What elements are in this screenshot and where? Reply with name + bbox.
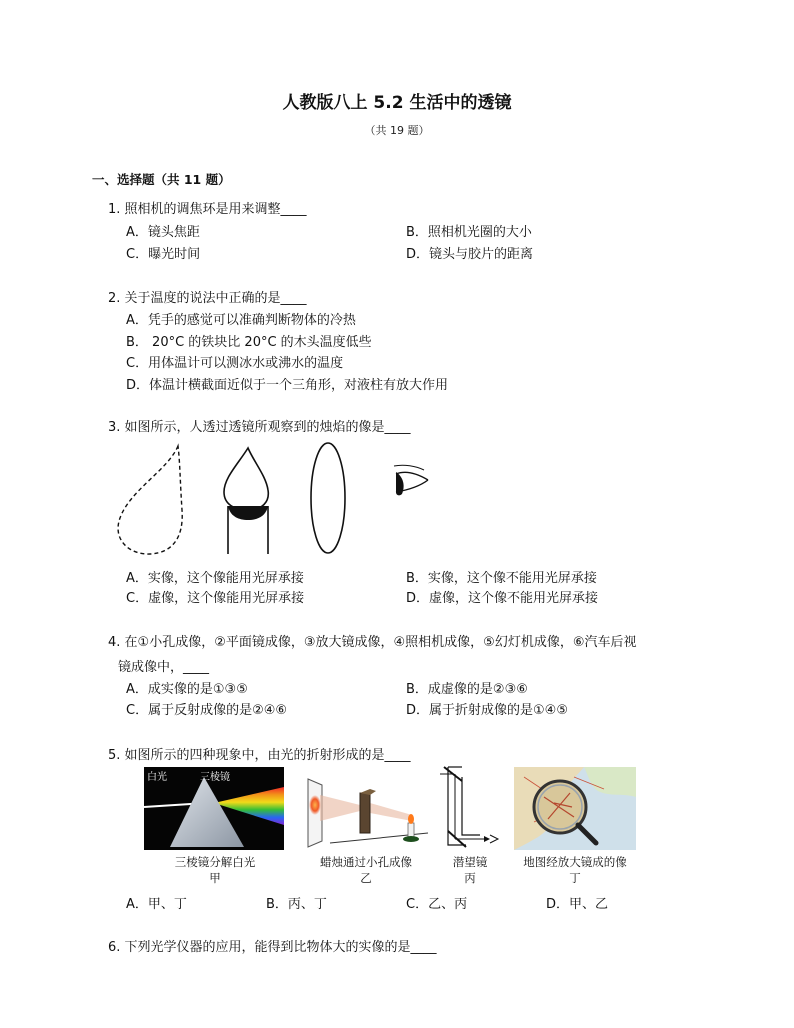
option-d: D．甲、乙 [546, 897, 609, 912]
option-c: C．属于反射成像的是②④⑥ [126, 703, 288, 718]
candle-flame [224, 448, 268, 510]
pinhole-image [300, 775, 432, 847]
question-number: 2. [108, 291, 121, 306]
candle-lens-eye-figure [110, 440, 440, 560]
question-count: （共 19 题） [364, 124, 430, 137]
question-number: 4. [108, 635, 121, 650]
label-bing: 丙 [464, 871, 476, 885]
label-yi: 乙 [360, 871, 372, 885]
option-c: C．用体温计可以测冰水或沸水的温度 [126, 356, 344, 371]
question-1 [108, 198, 307, 217]
question-6 [108, 936, 437, 955]
question-stem: 下列光学仪器的应用，能得到比物体大的实像的是____ [124, 940, 437, 955]
option-c: C．乙、丙 [406, 897, 468, 912]
option-a: A．凭手的感觉可以准确判断物体的冷热 [126, 313, 356, 328]
option-d: D．虚像，这个像不能用光屏承接 [406, 591, 599, 606]
periscope-image [440, 765, 502, 850]
question-2 [108, 287, 307, 306]
option-a: A．成实像的是①③⑤ [126, 682, 248, 697]
option-b: B．实像，这个像不能用光屏承接 [406, 571, 597, 586]
question-number: 1. [108, 202, 121, 217]
section-heading: 一、选择题（共 11 题） [92, 172, 231, 187]
option-b: B．照相机光圈的大小 [406, 225, 532, 240]
question-number: 6. [108, 940, 121, 955]
question-3 [108, 416, 411, 435]
option-d: D．体温计横截面近似于一个三角形，对液柱有放大作用 [126, 378, 449, 393]
question-stem: 在①小孔成像，②平面镜成像，③放大镜成像，④照相机成像，⑤幻灯机成像，⑥汽车后视 [124, 635, 637, 650]
question-stem: 如图所示，人透过透镜所观察到的烛焰的像是____ [124, 420, 411, 435]
question-stem-continued: 镜成像中，____ [118, 660, 210, 675]
question-stem: 关于温度的说法中正确的是____ [124, 291, 307, 306]
option-b: B． 20°C 的铁块比 20°C 的木头温度低些 [126, 335, 372, 350]
question-stem: 如图所示的四种现象中，由光的折射形成的是____ [124, 748, 411, 763]
option-b: B．丙、丁 [266, 897, 327, 912]
option-c: C．虚像，这个像能用光屏承接 [126, 591, 305, 606]
option-d: D．属于折射成像的是①④⑤ [406, 703, 568, 718]
question-stem: 照相机的调焦环是用来调整____ [124, 202, 307, 217]
question-number: 3. [108, 420, 121, 435]
option-d: D．镜头与胶片的距离 [406, 247, 534, 262]
label-jia: 甲 [209, 871, 221, 885]
question-5 [108, 744, 411, 763]
question-4 [108, 631, 636, 650]
caption-b: 蜡烛通过小孔成像 [320, 855, 412, 869]
label-ding: 丁 [569, 871, 581, 885]
option-c: C．曝光时间 [126, 247, 201, 262]
caption-c: 潜望镜 [452, 855, 488, 869]
option-a: A．镜头焦距 [126, 225, 200, 240]
convex-lens [311, 443, 345, 553]
prism-label: 三棱镜 [200, 772, 230, 783]
prism-dispersion-image [144, 767, 284, 850]
page-title: 人教版八上 5.2 生活中的透镜 [282, 93, 512, 113]
question-number: 5. [108, 748, 121, 763]
eye-icon [394, 465, 428, 495]
option-a: A．实像，这个像能用光屏承接 [126, 571, 304, 586]
candle-wick [228, 506, 268, 520]
option-a: A．甲、丁 [126, 897, 187, 912]
virtual-image-flame [118, 446, 182, 554]
option-b: B．成虚像的是②③⑥ [406, 682, 528, 697]
white-light-label: 白光 [147, 772, 167, 783]
caption-d: 地图经放大镜成的像 [523, 855, 627, 869]
caption-a: 三棱镜分解白光 [174, 855, 256, 869]
map-magnifier-image [514, 767, 636, 850]
